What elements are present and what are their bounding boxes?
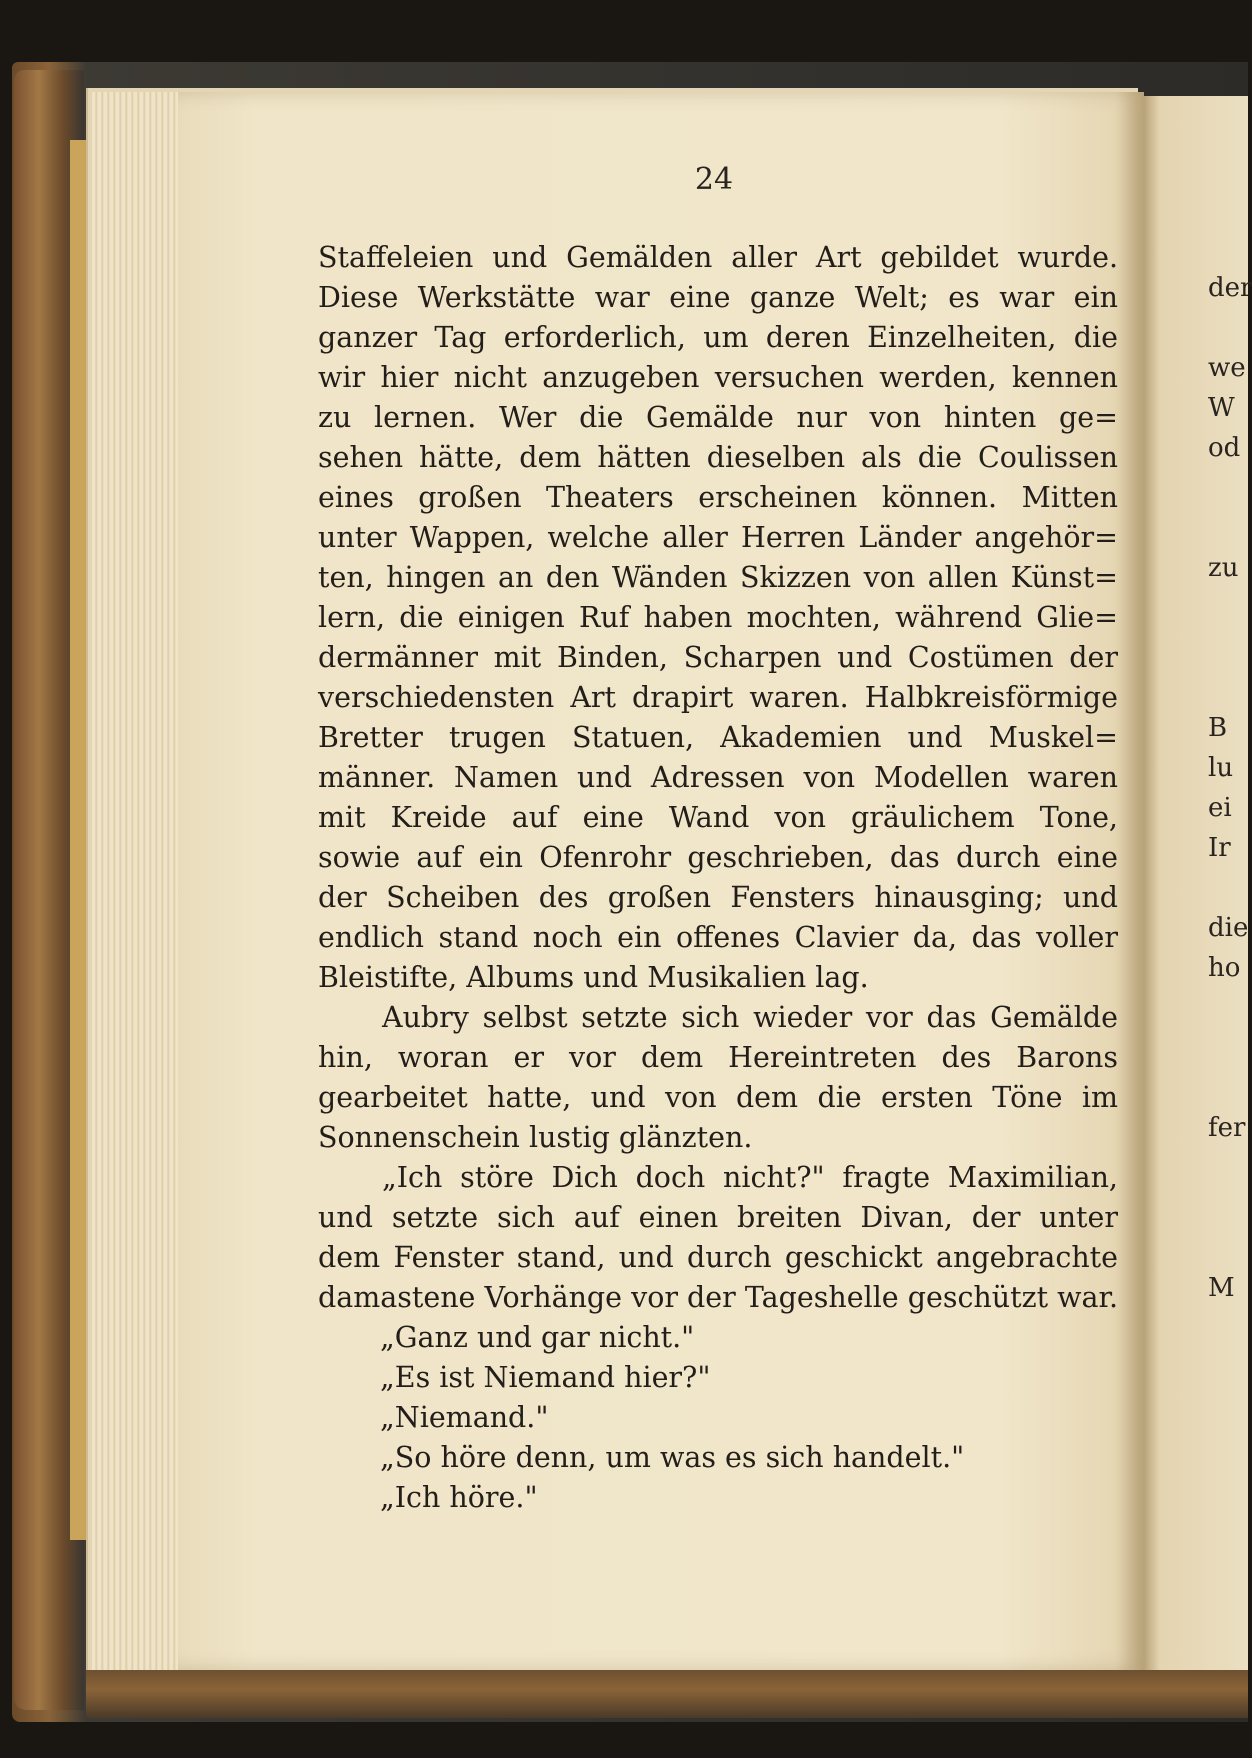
facing-page-fragment: W (1208, 393, 1235, 423)
dialogue-line: „Niemand." (380, 1401, 549, 1434)
text-line: der Scheiben des großen Fensters hinausging; und (318, 881, 1118, 914)
dialogue-line: „So höre denn, um was es sich handelt." (380, 1441, 965, 1474)
facing-page-text (1208, 268, 1252, 1308)
text-line: unter Wappen, welche aller Herren Länder angehör= (318, 521, 1118, 554)
text-line: endlich stand noch ein offenes Clavier da, das voller (318, 921, 1118, 954)
facing-page-fragment: die (1208, 913, 1249, 943)
facing-page-fragment: ho (1208, 953, 1241, 983)
text-line: Staffeleien und Gemälden aller Art gebildet wurde. (318, 241, 1118, 274)
facing-page-fragment: ei (1208, 793, 1232, 823)
text-line: männer. Namen und Adressen von Modellen waren (318, 761, 1118, 794)
facing-page-fragment (1208, 1188, 1248, 1228)
text-line: hin, woran er vor dem Hereintreten des Barons (318, 1041, 1118, 1074)
paragraph-1 (318, 238, 1118, 998)
facing-page-fragment: M (1208, 1273, 1235, 1303)
facing-page-fragment: Ir (1208, 833, 1231, 863)
paragraph-2 (318, 998, 1118, 1158)
facing-page-fragment: B (1208, 713, 1228, 743)
dialogue-line: „Ganz und gar nicht." (380, 1321, 695, 1354)
page-edges (92, 92, 182, 1682)
facing-page-fragment (1208, 468, 1248, 508)
facing-page-fragment: we (1208, 353, 1246, 383)
text-line: verschiedensten Art drapirt waren. Halbkreisförmige (318, 681, 1118, 714)
text-line: „Ich störe Dich doch nicht?" fragte Maximilian, (382, 1161, 1118, 1194)
facing-page-fragment (1208, 1028, 1248, 1068)
text-line: dem Fenster stand, und durch geschickt angebrachte (318, 1241, 1118, 1274)
facing-page-fragment: fer (1208, 1113, 1246, 1143)
text-line: sowie auf ein Ofenrohr geschrieben, das durch eine (318, 841, 1118, 874)
facing-page-fragment: lu (1208, 753, 1234, 783)
facing-page-fragment: od (1208, 433, 1241, 463)
facing-page-fragment (1208, 1228, 1248, 1268)
text-line: zu lernen. Wer die Gemälde nur von hinten ge= (318, 401, 1118, 434)
facing-page-fragment: zu (1208, 553, 1239, 583)
facing-page-fragment: der (1208, 273, 1252, 303)
dialogue-line: „Ich höre." (380, 1481, 538, 1514)
text-line: lern, die einigen Ruf haben mochten, während Glie= (318, 601, 1118, 634)
text-line: Sonnenschein lustig glänzten. (318, 1121, 753, 1154)
text-line: und setzte sich auf einen breiten Divan, der unter (318, 1201, 1118, 1234)
text-line: Aubry selbst setzte sich wieder vor das Gemälde (382, 1001, 1118, 1034)
text-line: mit Kreide auf eine Wand von gräulichem Tone, (318, 801, 1118, 834)
text-line: wir hier nicht anzugeben versuchen werden, kennen (318, 361, 1118, 394)
dialogue-line: „Es ist Niemand hier?" (380, 1361, 711, 1394)
facing-page-fragment (1208, 308, 1248, 348)
facing-page-fragment (1208, 668, 1248, 708)
book-bottom-edge (86, 1670, 1248, 1718)
text-line: damastene Vorhänge vor der Tageshelle geschützt war. (318, 1281, 1119, 1314)
facing-page-fragment (1208, 508, 1248, 548)
facing-page-fragment (1208, 1068, 1248, 1108)
facing-page-fragment (1208, 1148, 1248, 1188)
text-line: Bretter trugen Statuen, Akademien und Muskel= (318, 721, 1118, 754)
text-line: Bleistifte, Albums und Musikalien lag. (318, 961, 869, 994)
paragraph-3 (318, 1158, 1118, 1318)
text-line: eines großen Theaters erscheinen können. Mitten (318, 481, 1118, 514)
facing-page-fragment (1208, 988, 1248, 1028)
text-line: sehen hätte, dem hätten dieselben als die Coulissen (318, 441, 1118, 474)
text-line: dermänner mit Binden, Scharpen und Costümen der (318, 641, 1118, 674)
page-text (318, 238, 1118, 1518)
facing-page-fragment (1208, 868, 1248, 908)
text-line: gearbeitet hatte, und von dem die ersten Töne im (318, 1081, 1118, 1114)
text-line: ganzer Tag erforderlich, um deren Einzelheiten, die (318, 321, 1118, 354)
facing-page-fragment (1208, 628, 1248, 668)
text-line: ten, hingen an den Wänden Skizzen von allen Künst= (318, 561, 1118, 594)
dialogue-lines (318, 1318, 1118, 1518)
facing-page-fragment (1208, 588, 1248, 628)
page-number: 24 (694, 162, 734, 197)
text-line: Diese Werkstätte war eine ganze Welt; es war ein (318, 281, 1118, 314)
